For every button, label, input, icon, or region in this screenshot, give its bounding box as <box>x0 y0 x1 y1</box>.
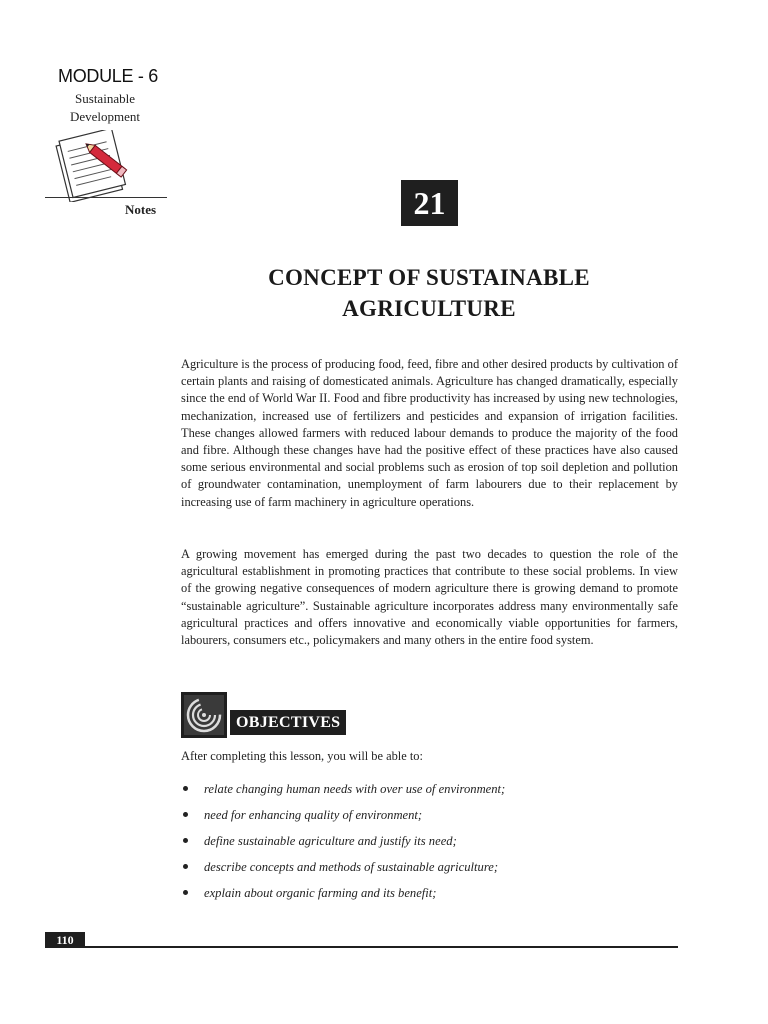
body-paragraph-2: A growing movement has emerged during the past two decades to question the role of the agricultural establishment in promoting practices that contribute to these social problems. In view of the growing negative consequences of modern agriculture there is growing demand to promote “sustainable agriculture”. Sustainable agriculture incorporates address many environmentally safe agricultural practices and offers innovative and economically viable opportunities for farmers, labourers, consumers etc., policymakers and many others in the entire food system. <box>181 547 678 648</box>
footer-rule <box>85 946 678 948</box>
notes-label: Notes <box>125 202 157 217</box>
list-item: define sustainable agriculture and justify its need; <box>181 832 678 858</box>
module-subtitle-line1: Sustainable <box>75 91 135 106</box>
page-number: 110 <box>45 932 85 948</box>
target-spiral-icon <box>181 692 227 738</box>
objectives-intro: After completing this lesson, you will be able to: <box>181 749 423 763</box>
chapter-number: 21 <box>401 180 458 226</box>
notes-pencil-icon <box>52 130 132 202</box>
objectives-list <box>181 780 678 910</box>
module-title: MODULE - 6 <box>58 66 159 86</box>
chapter-title-line1: CONCEPT OF SUSTAINABLE <box>268 265 590 290</box>
list-item: need for enhancing quality of environment; <box>181 806 678 832</box>
chapter-title <box>180 262 678 324</box>
module-subtitle-line2: Development <box>69 109 141 124</box>
chapter-title-line2: AGRICULTURE <box>342 296 516 321</box>
list-item: relate changing human needs with over use of environment; <box>181 780 678 806</box>
list-item: describe concepts and methods of sustainable agriculture; <box>181 858 678 884</box>
module-subtitle <box>50 90 160 126</box>
notes-divider <box>45 197 167 198</box>
objectives-heading: OBJECTIVES <box>230 710 346 735</box>
list-item: explain about organic farming and its benefit; <box>181 884 678 910</box>
body-paragraph-1: Agriculture is the process of producing food, feed, fibre and other desired products by cultivation of certain plants and raising of domesticated animals. Agriculture has changed dramatically, especially since the end of World War II. Food and fibre productivity has increased by using new technologies, mechanization, increased use of fertilizers and pesticides and expansion of irrigation facilities. These changes allowed farmers with reduced labour demands to produce the majority of the food and fibre. Although these changes have had the positive effect of these practices have also caused some serious environmental and social problems such as erosion of top soil depletion and pollution of groundwater contamination, unemployment of farm labourers due to their replacement by increasing use of farm machinery in agriculture operations. <box>181 357 678 509</box>
